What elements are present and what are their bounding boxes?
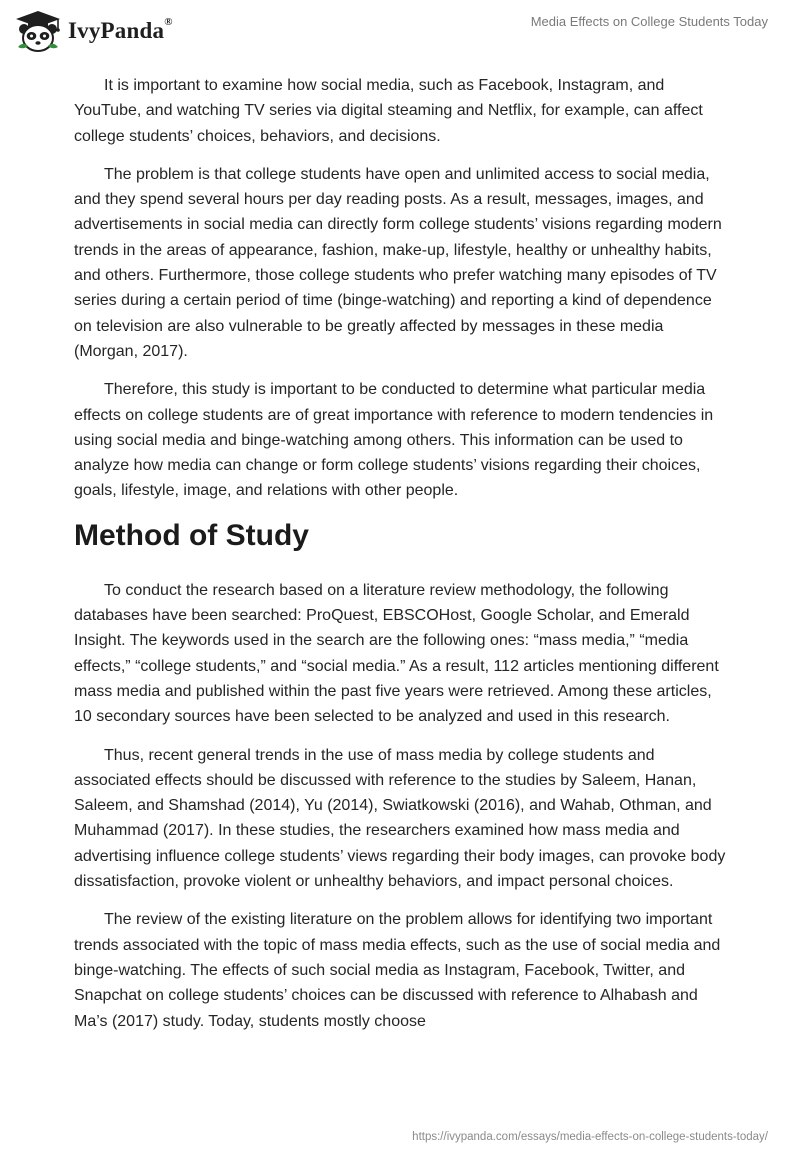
paragraph: The review of the existing literature on the problem allows for identifying two important trends associated with the topic of mass media effects, such as the use of social media and binge-watching. The effects of such social media as Instagram, Facebook, Twitter, and Snapchat on college students’ choices can be discussed with reference to Alhabash and Ma’s (2017) study. Today, students mostly choose bbox=[74, 911, 721, 1030]
document-title: Media Effects on College Students Today bbox=[530, 14, 768, 29]
brand-name: IvyPanda® bbox=[68, 16, 173, 43]
page-header bbox=[0, 0, 800, 62]
source-url-link[interactable]: https://ivypanda.com/essays/media-effects-on-college-students-today/ bbox=[412, 1131, 768, 1143]
paragraph: The problem is that college students have open and unlimited access to social media, and they spend several hours per day reading posts. As a result, messages, images, and advertisements in social media can directly form college students’ visions regarding modern trends in the areas of appearance, fashion, make-up, lifestyle, healthy or unhealthy habits, and others. Furthermore, those college students who prefer watching many episodes of TV series during a certain period of time (binge-watching) and reporting a kind of dependence on television are also vulnerable to be greatly affected by messages in these media (Morgan, 2017). bbox=[74, 165, 722, 360]
section-heading: Method of Study bbox=[74, 518, 309, 552]
paragraph: It is important to examine how social media, such as Facebook, Instagram, and YouTube, and watching TV series via digital steaming and Netflix, for example, can affect college students’ choices, behaviors, and decisions. bbox=[74, 77, 703, 145]
paragraph: Therefore, this study is important to be conducted to determine what particular media effects on college students are of great importance with reference to modern tendencies in using social media and binge-watching among others. This information can be used to analyze how media can change or form college students’ visions regarding their choices, goals, lifestyle, image, and relations with other people. bbox=[74, 381, 714, 500]
panda-graduate-icon bbox=[14, 9, 62, 53]
ivypanda-logo[interactable] bbox=[14, 8, 173, 54]
essay-body bbox=[74, 73, 728, 1047]
paragraph: To conduct the research based on a literature review methodology, the following databases have been searched: ProQuest, EBSCOHost, Google Scholar, and Emerald Insight. The keywords used in the search are the following ones: “mass media,” “media effects,” “college students,” and “social media.” As a result, 112 articles mentioning different mass media and published within the past five years were retrieved. Among these articles, 10 secondary sources have been selected to be analyzed and used in this research. bbox=[74, 581, 719, 726]
registered-mark: ® bbox=[164, 16, 173, 28]
paragraph: Thus, recent general trends in the use of mass media by college students and associated effects should be discussed with reference to the studies by Saleem, Hanan, Saleem, and Shamshad (2014), Yu (2014), Swiatkowski (2016), and Wahab, Othman, and Muhammad (2017). In these studies, the researchers examined how mass media and advertising influence college students’ views regarding their body images, can provoke body dissatisfaction, provoke violent or unhealthy behaviors, and impact personal choices. bbox=[74, 746, 726, 891]
